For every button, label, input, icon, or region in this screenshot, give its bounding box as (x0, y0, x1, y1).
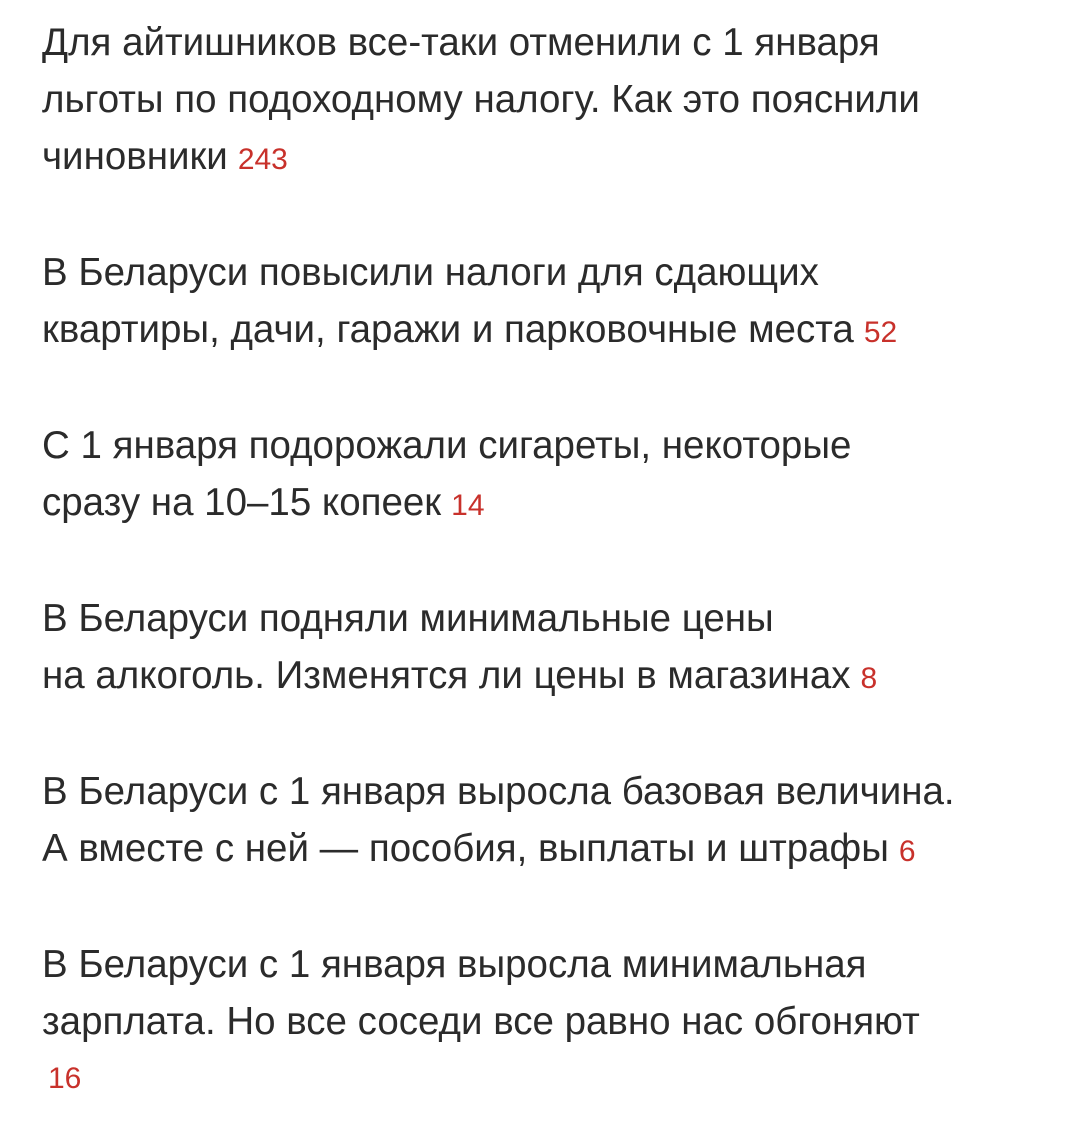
news-headline-line: С 1 января подорожали сигареты, некоторые (42, 424, 852, 467)
news-headline-line: сразу на 10–15 копеек (42, 481, 442, 524)
comment-count[interactable]: 16 (48, 1062, 82, 1095)
comment-count[interactable]: 8 (860, 662, 878, 695)
comment-count[interactable]: 6 (898, 835, 916, 868)
news-headline-line: А вместе с ней — пособия, выплаты и штрафы (42, 827, 889, 870)
news-headline-line: В Беларуси подняли минимальные цены (42, 597, 774, 640)
news-item[interactable] (42, 763, 1052, 880)
news-headline-line: льготы по подоходному налогу. Как это пояснили (42, 78, 920, 121)
news-headline-line: на алкоголь. Изменятся ли цены в магазинах (42, 654, 851, 697)
news-item[interactable] (42, 244, 1052, 361)
news-headline-line: В Беларуси с 1 января выросла минимальная (42, 943, 867, 986)
comment-count[interactable]: 14 (451, 489, 485, 522)
news-headline-line: Для айтишников все-таки отменили с 1 января (42, 21, 880, 64)
comment-count[interactable]: 243 (237, 143, 288, 176)
news-headline-line: чиновники (42, 135, 228, 178)
news-item[interactable] (42, 14, 1052, 188)
news-item[interactable] (42, 590, 1052, 707)
news-headline-line: зарплата. Но все соседи все равно нас обгоняют (42, 1000, 920, 1043)
news-headline-line: В Беларуси с 1 января выросла базовая величина. (42, 770, 955, 813)
news-headline-line: В Беларуси повысили налоги для сдающих (42, 251, 819, 294)
comment-count[interactable]: 52 (863, 316, 898, 349)
news-item[interactable] (42, 936, 1052, 1107)
news-list (42, 14, 1052, 1107)
news-headline-line: квартиры, дачи, гаражи и парковочные места (42, 308, 854, 351)
news-item[interactable] (42, 417, 1052, 534)
